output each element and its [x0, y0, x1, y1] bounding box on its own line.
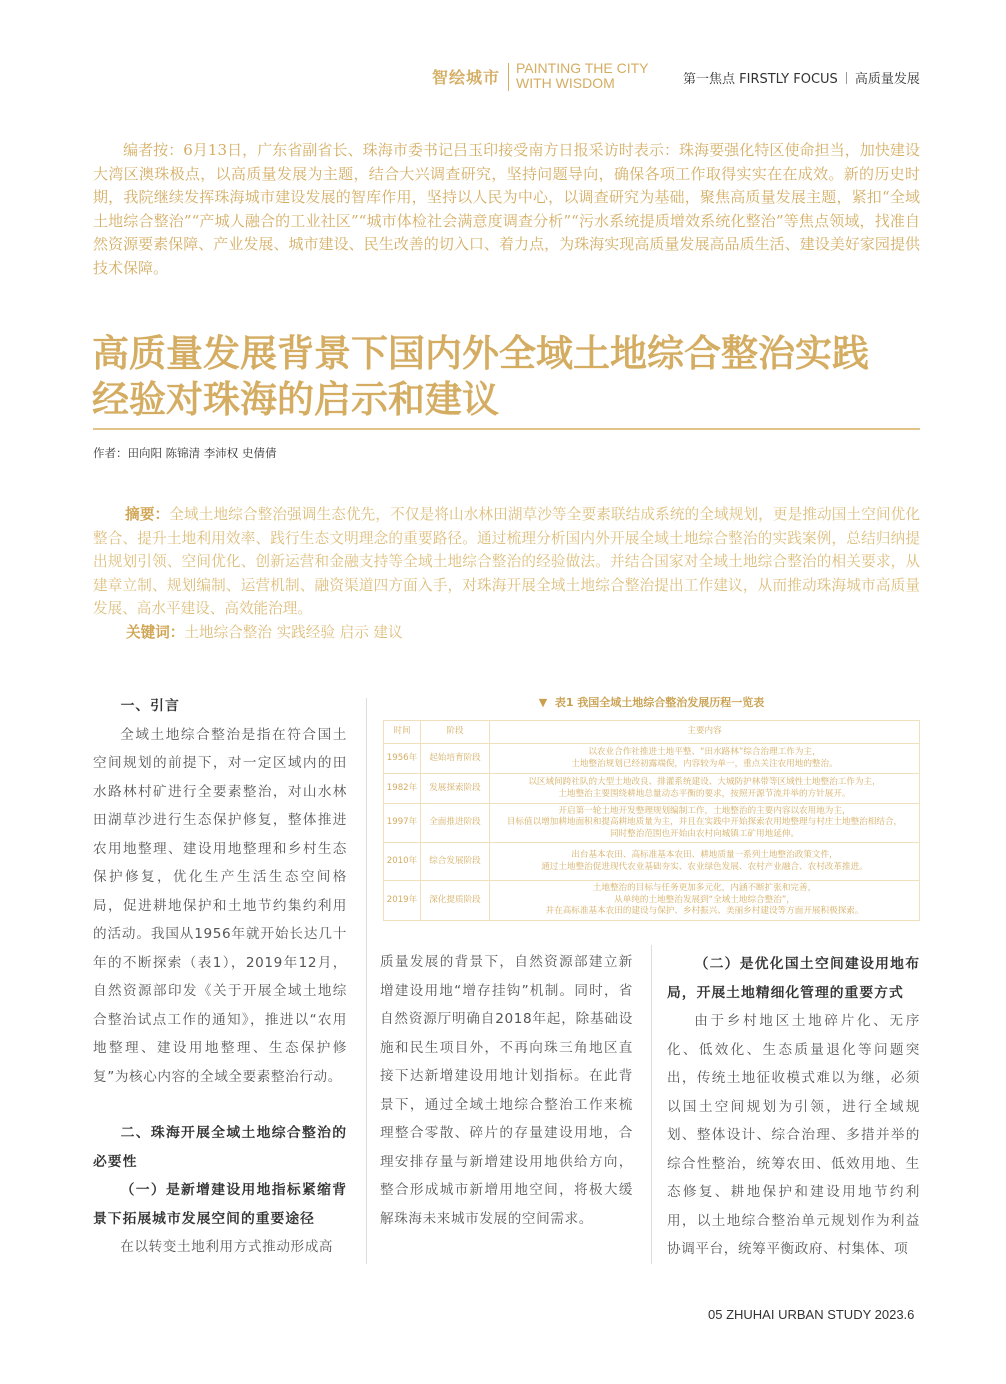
cell-year: 2019年: [384, 881, 421, 921]
paragraph: 由于乡村地区土地碎片化、无序化、低效化、生态质量退化等问题突出，传统土地征收模式难以为继，必须以国土空间规划为引领，进行全域规划、整体设计、综合治理、多措并举的综合性整治，统筹农田、低效用地、生态修复、耕地保护和建设用地节约利用，以土地综合整治单元规划作为利益协调平台，统筹平衡政府、村集体、项: [667, 1013, 920, 1257]
content-line: 以农业合作社推进土地平整、“田水路林”综合治理工作为主，: [588, 747, 821, 757]
heading-necessity: 二、珠海开展全域土地综合整治的必要性: [93, 1125, 347, 1170]
section-topic: 高质量发展: [854, 72, 920, 87]
table-row: [384, 881, 920, 921]
abstract-text: 全域土地综合整治强调生态优先，不仅是将山水林田湖草沙等全要素联结成系统的全域规划，更是推动国土空间优化整合、提升土地利用效率、践行生态文明理念的重要路径。通过梳理分析国内外开展全域土地综合整治的实践案例，总结归纳提出规划引领、空间优化、创新运营和金融支持等全域土地综合整治的经验做法。并结合国家对全域土地综合整治的相关要求，从建章立制、规划编制、运营机制、融资渠道四方面入手，对珠海开展全域土地综合整治提出工作建议，从而推动珠海城市高质量发展、高水平建设、高效能治理。: [93, 506, 920, 617]
cell-content: [490, 774, 920, 804]
keywords-text: 土地综合整治 实践经验 启示 建议: [184, 624, 403, 641]
article-title: [92, 331, 932, 423]
content-line: 同时整治范围也开始由农村向城镇工矿用地延伸。: [609, 828, 800, 839]
cell-stage: 起始培育阶段: [421, 744, 490, 774]
abstract: [93, 503, 920, 621]
cell-content: [490, 843, 920, 881]
col-header-time: 时间: [384, 721, 421, 744]
col-header-stage: 阶段: [421, 721, 490, 744]
brand-divider: [508, 63, 509, 91]
section-divider: [846, 72, 847, 84]
column-1: [93, 692, 347, 1262]
table-row: [384, 744, 920, 774]
section-label: 第一焦点 FIRSTLY FOCUS: [683, 72, 838, 87]
content-line: 目标值以增加耕地面积和提高耕地质量为主，并且在实践中开始探索农用地整理与村庄土地整治相结合，: [506, 817, 903, 828]
heading-intro: 一、引言: [120, 698, 180, 714]
column-2: [380, 948, 633, 1233]
column-divider: [366, 698, 367, 1264]
triangle-down-icon: ▼: [538, 696, 548, 709]
cell-stage: 深化提质阶段: [421, 881, 490, 921]
cell-stage: 综合发展阶段: [421, 843, 490, 881]
cell-year: 1956年: [384, 744, 421, 774]
keywords: [126, 621, 403, 642]
subheading-2: （二）是优化国土空间建设用地布局，开展土地精细化管理的重要方式: [667, 956, 920, 1001]
content-line: 并在高标准基本农田的建设与保护、乡村振兴、美丽乡村建设等方面开展积极探索。: [545, 906, 864, 917]
table-caption-text: 表1 我国全域土地综合整治发展历程一览表: [554, 696, 765, 709]
col-header-content: 主要内容: [490, 721, 920, 744]
cell-year: 2010年: [384, 843, 421, 881]
content-line: 以区域间跨社队的大型土地改良、排灌系统建设、大城防护林带等区域性土地整治工作为主，: [528, 777, 881, 787]
paragraph: 质量发展的背景下，自然资源部建立新增建设用地“增存挂钩”机制。同时，省自然资源厅明确自2018年起，除基础设施和民生项目外，不再向珠三角地区直接下达新增建设用地计划指标。在此背景下，通过全域土地综合整治工作来梳理整合零散、碎片的存量建设用地，合理安排存量与新增建设用地供给方向，整合形成城市新增用地空间，将极大缓解珠海未来城市发展的空间需求。: [380, 954, 633, 1227]
content-line: 土地整治主要围绕耕地总量动态平衡的要求，按照开源节流并举的方针展开。: [558, 788, 851, 799]
cell-year: 1997年: [384, 804, 421, 843]
column-3: [667, 950, 920, 1264]
cell-content: [490, 744, 920, 774]
content-line: 从单纯的土地整治发展到“全域土地综合整治”，: [614, 894, 795, 905]
content-line: 土地整治的目标与任务更加多元化，内涵不断扩张和完善，: [592, 883, 817, 894]
brand-en-line1: PAINTING THE CITY: [516, 60, 649, 76]
cell-stage: 全面推进阶段: [421, 804, 490, 843]
table-row: [384, 843, 920, 881]
cell-content: [490, 881, 920, 921]
column-divider: [651, 945, 652, 1264]
history-table: [383, 720, 920, 921]
keywords-label: 关键词：: [126, 624, 185, 641]
content-line: 出台基本农田、高标准基本农田、耕地质量一系列土地整治政策文件，: [571, 850, 838, 860]
table-caption: [383, 694, 920, 710]
paragraph: 在以转变土地利用方式推动形成高: [120, 1239, 334, 1255]
abstract-label: 摘要：: [125, 506, 170, 523]
title-line-2: 经验对珠海的启示和建议: [92, 378, 499, 421]
brand-en-line2: WITH WISDOM: [516, 75, 615, 91]
section-header: [683, 68, 920, 87]
cell-year: 1982年: [384, 774, 421, 804]
paragraph: 全域土地综合整治是指在符合国土空间规划的前提下，对一定区域内的田水路林村矿进行全要素整治，对山水林田湖草沙进行生态保护修复，整体推进农用地整理、建设用地整理和乡村生态保护修复，优化生产生活生态空间格局，促进耕地保护和土地节约集约利用的活动。我国从1956年就开始长达几十年的不断探索（表1），2019年12月，自然资源部印发《关于开展全域土地综合整治试点工作的通知》，推进以“农用地整理、建设用地整理、生态保护修复”为核心内容的全域全要素整治行动。: [93, 726, 347, 1085]
cell-stage: 发展探索阶段: [421, 774, 490, 804]
subheading-1: （一）是新增建设用地指标紧缩背景下拓展城市发展空间的重要途径: [93, 1182, 347, 1227]
table-row: [384, 804, 920, 843]
content-line: 通过土地整治促进现代农业基础夯实、农业绿色发展、农村产业融合、农村改革推进。: [541, 861, 868, 872]
brand-logo-en: [516, 61, 649, 91]
content-line: 土地整治规划已经初露端倪，内容较为单一，重点关注农用地的整治。: [571, 758, 838, 769]
editor-note: 编者按：6月13日，广东省副省长、珠海市委书记吕玉印接受南方日报采访时表示：珠海要强化特区使命担当，加快建设大湾区澳珠极点，以高质量发展为主题，结合大兴调查研究，坚持问题导向，确保各项工作取得实实在在成效。新的历史时期，我院继续发挥珠海城市建设发展的智库作用，坚持以人民为中心，以调查研究为基础，聚焦高质量发展主题，紧扣“全域土地综合整治”“产城人融合的工业社区”“城市体检社会满意度调查分析”“污水系统提质增效系统化整治”等焦点领域，找准自然资源要素保障、产业发展、城市建设、民生改善的切入口、着力点，为珠海实现高质量发展高品质生活、建设美好家园提供技术保障。: [93, 141, 920, 277]
table-row: [384, 774, 920, 804]
page-footer: 05 ZHUHAI URBAN STUDY 2023.6: [708, 1307, 915, 1322]
authors: 作者：田向阳 陈锦清 李沛权 史倩倩: [93, 446, 277, 460]
content-line: 开启第一轮土地开发整理规划编制工作，土地整治的主要内容以农用地为主，: [558, 805, 851, 816]
brand-logo-cn: 智绘城市: [432, 68, 501, 87]
title-line-1: 高质量发展背景下国内外全域土地综合整治实践: [92, 332, 869, 375]
cell-content: [490, 804, 920, 843]
title-rule: [93, 428, 920, 430]
